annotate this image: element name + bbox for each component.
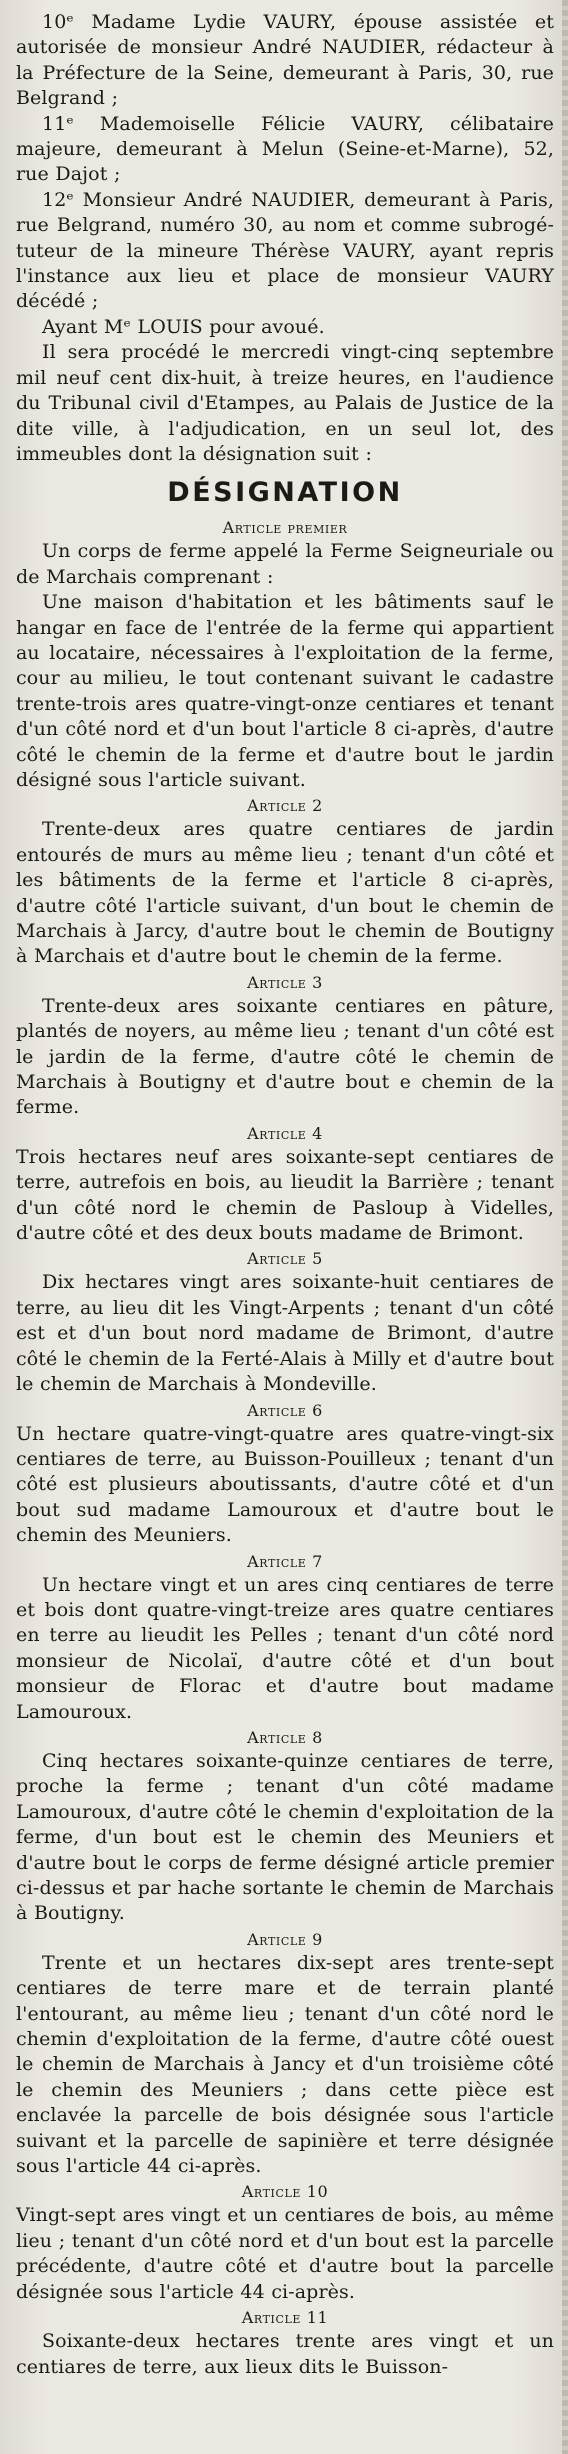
intro-paragraph-2: 11ᵉ Mademoiselle Félicie VAURY, célibataire majeure, demeurant à Melun (Seine-et-Marne), 52, rue Dajot ; <box>16 112 554 186</box>
article-heading-2: Article 2 <box>247 796 323 816</box>
article-heading-9: Article 9 <box>247 1929 323 1949</box>
article-heading-10: Article 10 <box>241 2182 329 2202</box>
article-heading-3: Article 3 <box>247 972 323 992</box>
intro-paragraph-1: 10ᵉ Madame Lydie VAURY, épouse assistée et autorisée de monsieur André NAUDIER, rédacteur à la Préfecture de la Seine, demeurant à Paris, 30, rue Belgrand ; <box>16 11 554 110</box>
article-heading-5: Article 5 <box>247 1249 323 1269</box>
article-heading-4: Article 4 <box>247 1123 323 1143</box>
article-3-paragraph: Trente-deux ares soixante centiares en pâture, plantés de noyers, au même lieu ; tenant d'un côté est le jardin de la ferme, d'autre côté le chemin de Marchais à Boutigny et d'autre bout e chemin de la ferme. <box>16 994 554 1119</box>
article-8-paragraph: Cinq hectares soixante-quinze centiares de terre, proche la ferme ; tenant d'un côté madame Lamouroux, d'autre côté le chemin d'exploitation de la ferme, d'un bout est le chemin des Meuniers et d'autre bout le corps de ferme désigné article premier ci-dessus et par hache sortante le chemin de Marchais à Boutigny. <box>16 1749 554 1925</box>
article-11-paragraph: Soixante-deux hectares trente ares vingt et un centiares de terre, aux lieux dits le Buisson- <box>16 2330 554 2378</box>
article-heading-8: Article 8 <box>247 1727 323 1747</box>
article-heading-1: Article premier <box>222 518 348 538</box>
article-6-paragraph: Un hectare quatre-vingt-quatre ares quatre-vingt-six centiares de terre, au Buisson-Pouilleux ; tenant d'un côté est plusieurs aboutissants, d'autre côté et d'un bout sud madame Lamouroux et d'autre bout le chemin des Meuniers. <box>16 1422 554 1547</box>
article-heading-11: Article 11 <box>241 2308 329 2328</box>
article-1-paragraph-1: Un corps de ferme appelé la Ferme Seigneuriale ou de Marchais comprenant : <box>16 540 554 588</box>
article-2-paragraph: Trente-deux ares quatre centiares de jardin entourés de murs au même lieu ; tenant d'un côté et les bâtiments de la ferme et l'article 8 ci-après, d'autre côté l'article suivant, d'un bout le chemin de Marchais à Jarcy, d'autre bout le chemin de Boutigny à Marchais et d'autre bout le chemin de la ferme. <box>16 818 554 968</box>
articles-list <box>16 517 554 2380</box>
article-7-paragraph: Un hectare vingt et un ares cinq centiares de terre et bois dont quatre-vingt-treize ares quatre centiares en terre au lieudit les Pelles ; tenant d'un côté nord monsieur de Nicolaï, d'autre côté et d'un bout monsieur de Florac et d'autre bout madame Lamouroux. <box>16 1573 554 1723</box>
intro-paragraph-5: Il sera procédé le mercredi vingt-cinq septembre mil neuf cent dix-huit, à treize heures, en l'audience du Tribunal civil d'Etampes, au Palais de Justice de la dite ville, à l'adjudication, en un seul lot, des immeubles dont la désignation suit : <box>16 341 554 465</box>
intro-paragraph-4: Ayant Mᵉ LOUIS pour avoué. <box>42 315 325 338</box>
article-heading-7: Article 7 <box>247 1551 323 1571</box>
article-5-paragraph: Dix hectares vingt ares soixante-huit centiares de terre, au lieu dit les Vingt-Arpents ; tenant d'un côté est et d'un bout nord madame de Brimont, d'autre côté le chemin de la Ferté-Alais à Milly et d'autre bout le chemin de Marchais à Mondeville. <box>16 1271 554 1396</box>
article-1-paragraph-2: Une maison d'habitation et les bâtiments sauf le hangar en face de l'entrée de la ferme qui appartient au locataire, nécessaires à l'exploitation de la ferme, cour au milieu, le tout contenant suivant le cadastre trente-trois ares quatre-vingt-onze centiares et tenant d'un côté nord et d'un bout l'article 8 ci-après, d'autre côté le chemin de la ferme et d'autre bout le jardin désigné sous l'article suivant. <box>16 591 554 791</box>
page-edge <box>562 0 568 2454</box>
designation-title: DÉSIGNATION <box>167 477 403 509</box>
article-4-paragraph: Trois hectares neuf ares soixante-sept centiares de terre, autrefois en bois, au lieudit la Barrière ; tenant d'un côté nord le chemin de Pasloup à Videlles, d'autre côté et des deux bouts madame de Brimont. <box>16 1145 554 1245</box>
intro-paragraph-3: 12ᵉ Monsieur André NAUDIER, demeurant à Paris, rue Belgrand, numéro 30, au nom et comme subrogé-tuteur de la mineure Thérèse VAURY, ayant repris l'instance aux lieu et place de monsieur VAURY décédé ; <box>16 188 554 313</box>
article-9-paragraph: Trente et un hectares dix-sept ares trente-sept centiares de terre mare et de terrain planté l'entourant, au même lieu ; tenant d'un côté nord le chemin d'exploitation de la ferme, d'autre côté ouest le chemin de Marchais à Jancy et d'un troisième côté le chemin des Meuniers ; dans cette pièce est enclavée la parcelle de bois désignée sous l'article suivant et la parcelle de sapinière et terre désignée sous l'article 44 ci-après. <box>16 1951 554 2178</box>
article-heading-6: Article 6 <box>247 1400 323 1420</box>
article-10-paragraph: Vingt-sept ares vingt et un centiares de bois, au même lieu ; tenant d'un côté nord et d'un bout est la parcelle précédente, d'autre côté et d'autre bout la parcelle désignée sous l'article 44 ci-après. <box>16 2204 554 2303</box>
intro-section <box>16 10 554 467</box>
